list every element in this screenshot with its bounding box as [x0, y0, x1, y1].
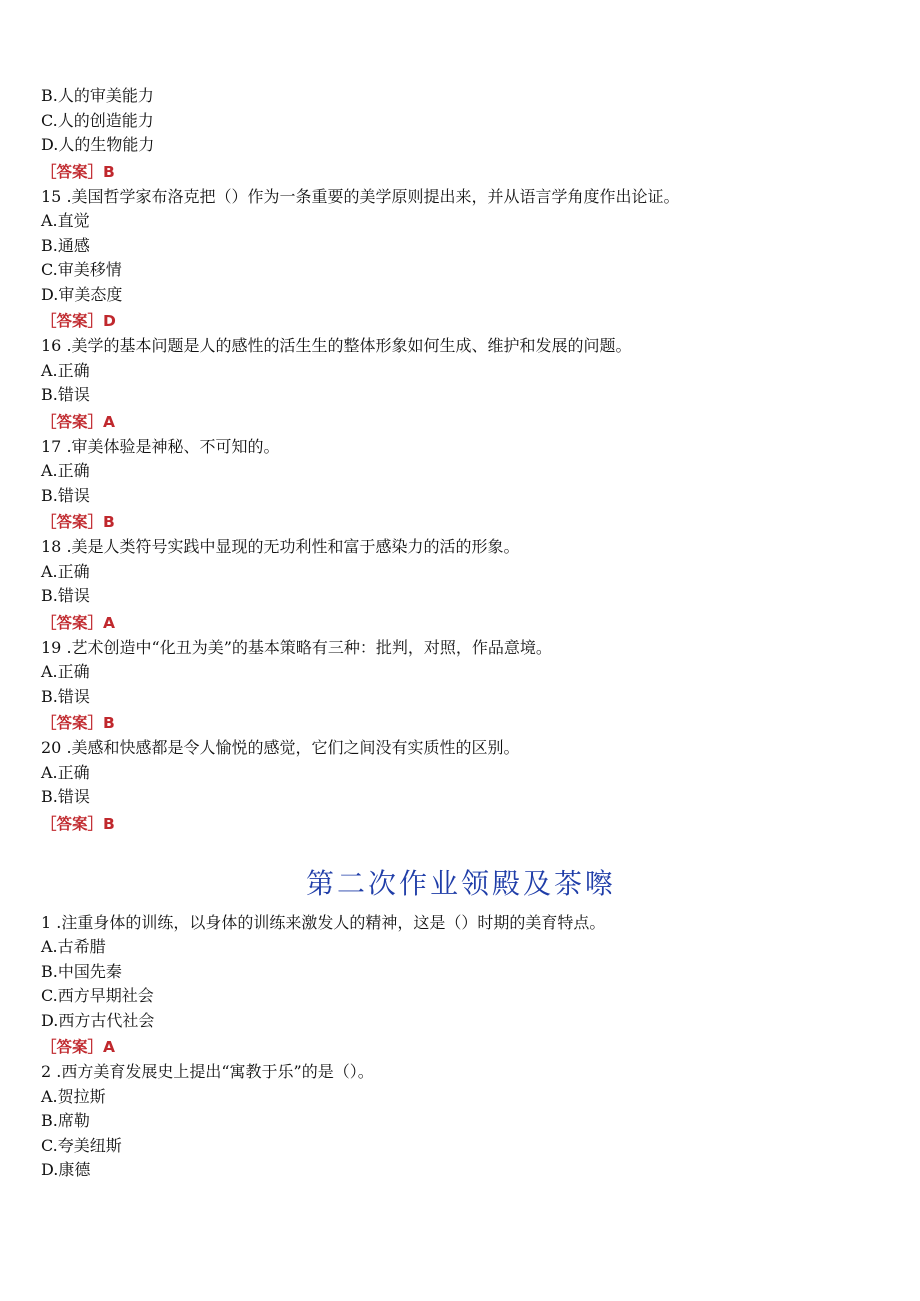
document-page [41, 84, 881, 1183]
question-stem: 2 .西方美育发展史上提出“寓教于乐”的是（）。 [41, 1062, 374, 1081]
option-line: A.直觉 [41, 211, 90, 230]
question-block [41, 535, 881, 636]
question-stem: 20 .美感和快感都是令人愉悦的感觉，它们之间没有实质性的区别。 [41, 738, 520, 757]
option-line: D.康德 [41, 1160, 91, 1179]
option-line: B.人的审美能力 [41, 86, 154, 105]
option-line: C.夸美纽斯 [41, 1135, 122, 1155]
option-line: B.通感 [41, 235, 90, 255]
option-line: A.贺拉斯 [41, 1086, 106, 1106]
answer-label: ［答案］B [41, 513, 115, 531]
option-line: B.错误 [41, 385, 90, 404]
question-block [41, 911, 881, 1061]
option-line: B.错误 [41, 586, 90, 605]
option-line: D.人的生物能力 [41, 135, 155, 154]
option-line: B.中国先秦 [41, 961, 122, 981]
question-block [41, 185, 881, 335]
question-stem: 18 .美是人类符号实践中显现的无功利性和富于感染力的活的形象。 [41, 537, 520, 556]
question-list-part-2 [41, 911, 881, 1183]
question-block [41, 636, 881, 737]
option-line: A.正确 [41, 561, 90, 581]
option-line: D.西方古代社会 [41, 1010, 155, 1030]
question-block [41, 1060, 881, 1183]
answer-label: ［答案］A [41, 412, 115, 431]
question-list-part-1 [41, 185, 881, 837]
answer-label: ［答案］B [41, 714, 115, 732]
top-options [41, 84, 881, 158]
question-stem: 17 .审美体验是神秘、不可知的。 [41, 436, 280, 456]
option-line: C.审美移情 [41, 260, 122, 279]
option-line: B.错误 [41, 787, 90, 806]
option-line: A.正确 [41, 662, 90, 681]
option-line: A.正确 [41, 461, 90, 480]
question-stem: 15 .美国哲学家布洛克把（）作为一条重要的美学原则提出来，并从语言学角度作出论证。 [41, 186, 680, 206]
option-line: A.古希腊 [41, 937, 106, 956]
question-stem: 1 .注重身体的训练，以身体的训练来激发人的精神，这是（）时期的美育特点。 [41, 912, 606, 932]
option-line: A.正确 [41, 360, 90, 380]
question-block [41, 435, 881, 536]
option-line: B.席勒 [41, 1111, 90, 1130]
option-line: A.正确 [41, 762, 90, 782]
answer-label: ［答案］B [41, 814, 115, 833]
option-line: B.错误 [41, 686, 90, 706]
answer-label: ［答案］B [41, 162, 115, 181]
question-block [41, 334, 881, 435]
section-heading: 第二次作业领殿及茶嚓 [305, 866, 616, 900]
option-line: D.审美态度 [41, 284, 123, 304]
question-stem: 19 .艺术创造中“化丑为美”的基本策略有三种：批判，对照，作品意境。 [41, 637, 552, 657]
option-line: C.人的创造能力 [41, 110, 154, 130]
option-line: C.西方早期社会 [41, 986, 154, 1005]
option-line: B.错误 [41, 485, 90, 505]
question-block [41, 736, 881, 837]
question-stem: 16 .美学的基本问题是人的感性的活生生的整体形象如何生成、维护和发展的问题。 [41, 336, 632, 355]
answer-label: ［答案］A [41, 613, 115, 632]
answer-label: ［答案］A [41, 1038, 115, 1056]
answer-label: ［答案］D [41, 312, 116, 330]
